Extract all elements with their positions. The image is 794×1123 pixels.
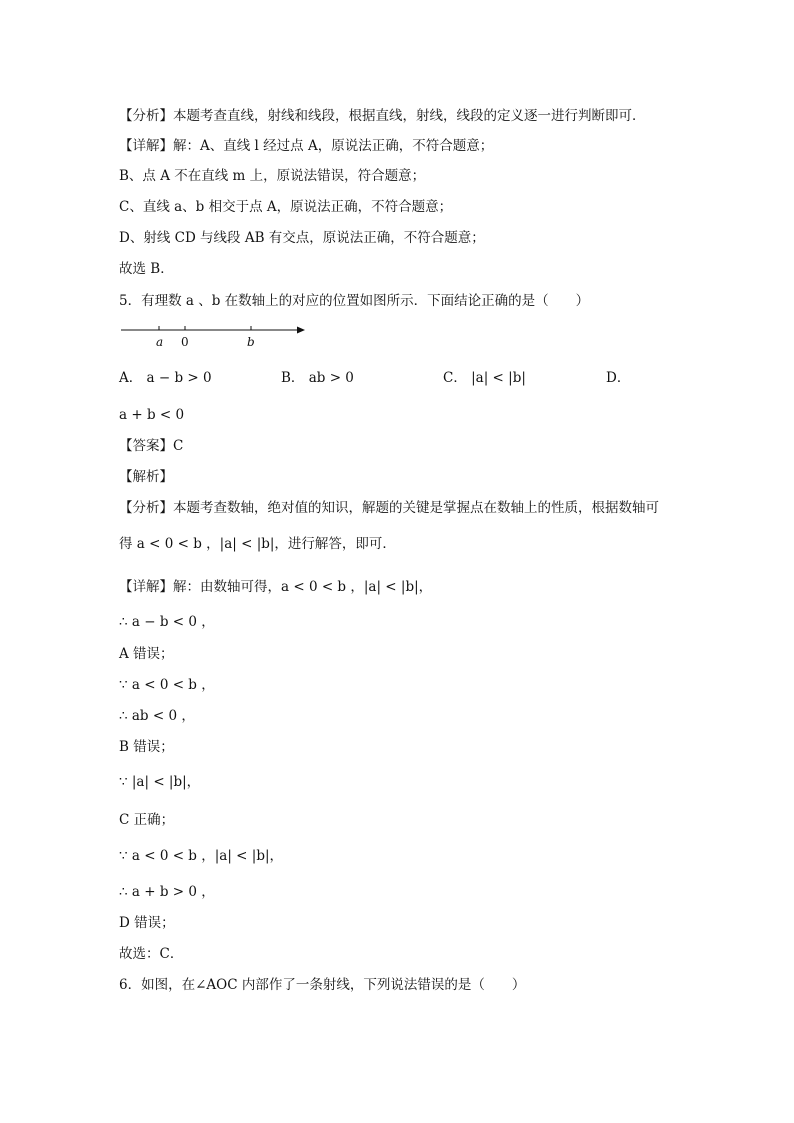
analysis-line: 【分析】本题考查直线，射线和线段，根据直线，射线，线段的定义逐一进行判断即可． xyxy=(119,108,646,124)
label-b: b xyxy=(247,335,255,349)
detail-line-a: 【详解】解：A、直线 l 经过点 A，原说法正确，不符合题意； xyxy=(119,138,494,154)
analysis-line-2-cont: 得 a < 0 < b ，|a| < |b|，进行解答，即可． xyxy=(119,536,396,552)
question-5: 5．有理数 a 、b 在数轴上的对应的位置如图所示．下面结论正确的是（ ） xyxy=(119,293,590,309)
detail-line-b: B、点 A 不在直线 m 上，原说法错误，符合题意； xyxy=(119,168,426,184)
explanation-heading: 【解析】 xyxy=(119,469,173,485)
step-3: ∵ a < 0 < b ， xyxy=(119,677,215,693)
detail-line-d: D、射线 CD 与线段 AB 有交点，原说法正确，不符合题意； xyxy=(119,230,485,246)
analysis-line-2: 【分析】本题考查数轴，绝对值的知识，解题的关键是掌握点在数轴上的性质，根据数轴可 xyxy=(119,500,659,516)
detail-intro: 【详解】解：由数轴可得，a < 0 < b ，|a| < |b|， xyxy=(119,579,433,595)
conclusion-line: 故选 B． xyxy=(119,261,174,277)
question-6: 6．如图，在∠AOC 内部作了一条射线，下列说法错误的是（ ） xyxy=(119,977,526,993)
step-2: A 错误； xyxy=(119,646,174,662)
detail-line-c: C、直线 a、b 相交于点 A，原说法正确，不符合题意； xyxy=(119,199,453,215)
step-4: ∴ ab < 0 ， xyxy=(119,708,195,724)
step-5: B 错误； xyxy=(119,739,174,755)
step-8: ∵ a < 0 < b ，|a| < |b|， xyxy=(119,848,284,864)
step-10: D 错误； xyxy=(119,915,175,931)
step-7: C 正确； xyxy=(119,812,175,828)
option-d-content: a + b < 0 xyxy=(119,407,185,423)
option-a: A． a − b > 0 xyxy=(119,370,212,386)
option-d: D． xyxy=(606,370,631,386)
number-line-figure xyxy=(119,318,319,352)
label-0: 0 xyxy=(181,335,189,349)
step-1: ∴ a − b < 0 ， xyxy=(119,614,215,630)
option-c: C． |a| < |b| xyxy=(443,370,526,386)
step-9: ∴ a + b > 0 ， xyxy=(119,884,215,900)
number-line-arrow xyxy=(297,327,305,334)
step-11: 故选：C． xyxy=(119,946,184,962)
step-6: ∵ |a| < |b|， xyxy=(119,774,201,790)
answer-line: 【答案】C xyxy=(119,438,184,454)
label-a: a xyxy=(156,335,164,349)
option-b: B． ab > 0 xyxy=(281,370,354,386)
